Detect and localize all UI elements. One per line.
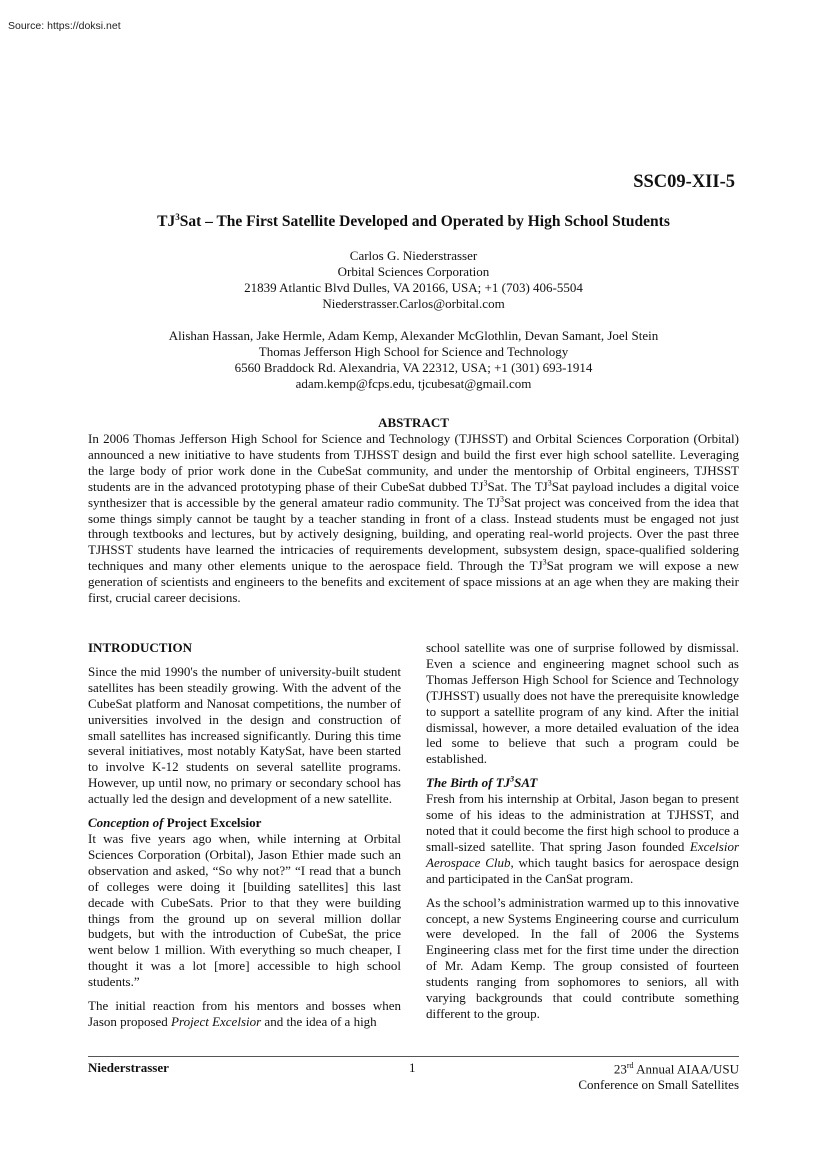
footer-conference-line2: Conference on Small Satellites bbox=[578, 1077, 739, 1093]
title-suffix: Sat – The First Satellite Developed and Operated by High School Students bbox=[179, 213, 670, 231]
paper-title bbox=[88, 212, 739, 231]
abstract-sup-1: 3 bbox=[483, 478, 488, 488]
paper-code: SSC09-XII-5 bbox=[633, 172, 735, 192]
author2-names: Alishan Hassan, Jake Hermle, Adam Kemp, Alexander McGlothlin, Devan Samant, Joel Stein bbox=[168, 328, 659, 343]
abstract-part-4: Sat project was conceived from the idea that some things simply cannot be taught by a teacher standing in front of a class. Instead students must be engaged not just through textbooks and lectures, but by actively designing, building, and operating real-world projects. Over the past three TJHSST students have learned the intricacies of requirements development, subsystem design, space-qualified soldering techniques and many other elements unique to the aerospace field. Through the TJ bbox=[88, 494, 739, 574]
conception-paragraph-1: It was five years ago when, while interning at Orbital Sciences Corporation (Orbital), Jason Ethier made such an observation and asked, “So why not?” “I read that a bunch of colleges were doing it [building satellites] this last decade with CubeSats. Prior to that they were building things from the ground up on several million dollar budgets, but with the introduction of CubeSat, the price went below 1 million. With everything so much cheaper, I thought it was a lot [more] accessible to high school students.” bbox=[88, 830, 401, 990]
birth-heading-sup: 3 bbox=[510, 774, 515, 784]
author2-address: 6560 Braddock Rd. Alexandria, VA 22312, USA; +1 (301) 693-1914 bbox=[234, 360, 593, 375]
abstract-part-1: In 2006 Thomas Jefferson High School for Science and Technology (TJHSST) and Orbital Sciences Corporation (Orbital) announced a new initiative to have students from TJHSST design and build the first ever high school satellite. Leveraging the large body of prior work done in the CubeSat community, and under the mentorship of Orbital engineers, TJHSST students are in the advanced prototyping phase of their CubeSat dubbed TJ bbox=[88, 431, 739, 494]
author2-email[interactable]: adam.kemp@fcps.edu, tjcubesat@gmail.com bbox=[295, 376, 532, 391]
abstract-part-3: Sat payload includes a digital voice synthesizer that is accessible by the general amateur radio community. The TJ bbox=[88, 478, 739, 510]
author2-org: Thomas Jefferson High School for Science and Technology bbox=[258, 344, 569, 359]
page-number: 1 bbox=[409, 1060, 416, 1075]
footer-conference-line1 bbox=[578, 1058, 739, 1077]
right-column bbox=[426, 640, 739, 1030]
abstract-part-5: Sat program we will expose a new generation of scientists and engineers to the benefits and excitement of space missions at an age when they are making their first, crucial career decisions. bbox=[88, 558, 740, 606]
right-paragraph-2 bbox=[426, 791, 739, 886]
author1-name: Carlos G. Niederstrasser bbox=[349, 248, 478, 263]
footer-conference bbox=[578, 1058, 739, 1093]
abstract-sup-4: 3 bbox=[542, 557, 547, 567]
footer-line1-text: Annual AIAA/USU bbox=[633, 1061, 739, 1077]
footer-divider bbox=[88, 1056, 739, 1057]
conception-paragraph-2 bbox=[88, 998, 401, 1030]
author-block-2 bbox=[88, 328, 739, 392]
author-block-1 bbox=[88, 248, 739, 312]
right-paragraph-1: school satellite was one of surprise followed by dismissal. Even a science and engineering magnet school such as Thomas Jefferson High School for Science and Technology (TJHSST) usually does not have the prerequisite knowledge to support a satellite program of any kind. After the initial dismissal, however, a more detailed evaluation of the idea led some to believe that such a program could be established. bbox=[426, 640, 740, 767]
footer-author: Niederstrasser bbox=[88, 1060, 169, 1075]
right-p2-start: Fresh from his internship at Orbital, Jason began to present some of his ideas to the administration at TJHSST, and noted that it could become the first high school to produce a small-sized satellite. That spring Jason founded bbox=[426, 791, 739, 854]
conception-heading-plain: Project Excelsior bbox=[166, 815, 262, 831]
right-p2-italic: Excelsior Aerospace Club bbox=[426, 838, 739, 870]
abstract-part-2: Sat. The TJ bbox=[487, 478, 548, 494]
abstract-sup-3: 3 bbox=[499, 494, 504, 504]
footer-number: 23 bbox=[613, 1061, 627, 1077]
footer-ordinal: rd bbox=[626, 1061, 634, 1070]
introduction-paragraph: Since the mid 1990's the number of university-built student satellites has been steadily growing. With the advent of the CubeSat platform and Nanosat competitions, the number of universities involved in the design and construction of small satellites has increased significantly. During this time several initiatives, most notably KatySat, have been started to involve K-12 students on several satellite programs. However, up until now, no primary or secondary school has actually led the design and development of a new satellite. bbox=[88, 663, 401, 807]
author1-org: Orbital Sciences Corporation bbox=[337, 264, 490, 279]
source-url: Source: https://doksi.net bbox=[8, 20, 121, 32]
right-p2-end: , which taught basics for aerospace design and participated in the CanSat program. bbox=[426, 854, 739, 886]
right-paragraph-3: As the school’s administration warmed up to this innovative concept, a new Systems Engineering course and curriculum were developed. In the fall of 2006 the Systems Engineering class met for the first time under the direction of Mr. Adam Kemp. The group consisted of fourteen students ranging from sophomores to seniors, all with varying backgrounds that could contribute something different to the group. bbox=[426, 894, 739, 1021]
conception-p2-end: and the idea of a high bbox=[264, 1013, 377, 1029]
conception-heading bbox=[88, 815, 401, 831]
author1-email[interactable]: Niederstrasser.Carlos@orbital.com bbox=[322, 296, 505, 311]
author1-address: 21839 Atlantic Blvd Dulles, VA 20166, USA; +1 (703) 406-5504 bbox=[244, 280, 583, 295]
conception-heading-italic: Conception of bbox=[88, 815, 164, 831]
birth-heading-pre: The Birth of TJ bbox=[426, 775, 511, 791]
abstract-text bbox=[88, 431, 739, 606]
title-prefix: TJ bbox=[157, 213, 176, 231]
title-superscript: 3 bbox=[175, 212, 180, 222]
introduction-heading: INTRODUCTION bbox=[88, 640, 193, 655]
birth-heading bbox=[426, 775, 739, 791]
conception-p2-italic: Project Excelsior bbox=[171, 1013, 262, 1029]
birth-heading-post: SAT bbox=[514, 775, 538, 791]
abstract-heading: ABSTRACT bbox=[378, 415, 449, 430]
conception-p2-start: The initial reaction from his mentors and bosses when Jason proposed bbox=[88, 998, 401, 1029]
left-column bbox=[88, 640, 401, 1038]
abstract-sup-2: 3 bbox=[547, 478, 552, 488]
